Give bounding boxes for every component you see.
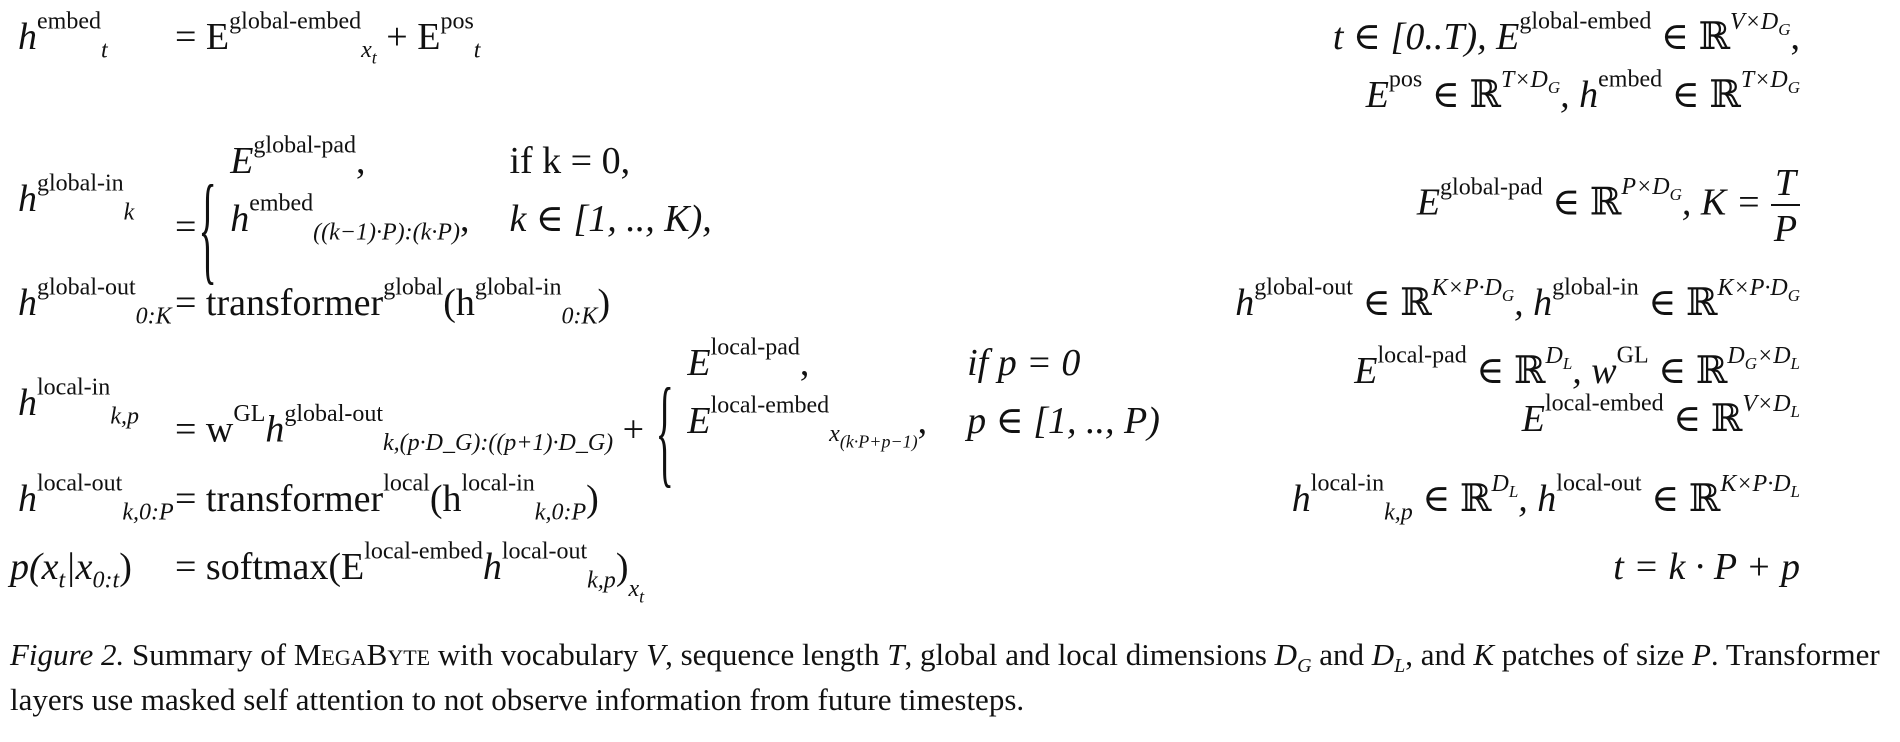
- eq1-condition-line2: $E^{pos}$ ∈ ℝ$^{T\times D_G}$, $h^{embed}$ ∈ ℝ$^{T\times D_G}$: [1365, 66, 1800, 116]
- eq4-rhs: = $w^{GL}h^{global-out}_{k,(p\cdot D\_G):((p+1)\cdot D\_G)}$ + { $E^{local-pad}$, if p = 0 $E^{local-embed}_{x_{(k\cdot P+p-1)}}$, p ∈ [1, .., P): [175, 334, 1160, 501]
- eq2-fraction: $\frac{T}{P}$: [1771, 164, 1800, 248]
- eq1-condition-line1: t ∈ [0..T), $E^{global-embed}$ ∈ ℝ$^{V\times D_G}$,: [1332, 8, 1800, 58]
- eq3-rhs: = $transformer^{global}(h^{global-in}_{0:K})$: [175, 274, 611, 330]
- eq2-rhs: ={ $E^{global-pad}$, if k = 0, $h^{embed}_{((k-1)\cdot P):(k\cdot P)}$, k ∈ [1, .., K),: [175, 132, 712, 298]
- eq4-lhs: $h^{local-in}_{k,p}$: [18, 374, 139, 430]
- eq2-condition: $E^{global-pad}$ ∈ ℝ$^{P\times D_G}$, K = $\frac{T}{P}$: [1417, 164, 1800, 248]
- eq5-rhs: = $transformer^{local}(h^{local-in}_{k,0:P})$: [175, 470, 599, 526]
- eq6-rhs: = $softmax(E^{local-embed}h^{local-out}_{k,p})_{x_t}$: [175, 538, 645, 607]
- eq5-condition: $h^{local-in}_{k,p}$ ∈ ℝ$^{D_L}$, $h^{local-out}$ ∈ ℝ$^{K\times P\cdot D_L}$: [1291, 470, 1800, 526]
- eq3-condition: $h^{global-out}$ ∈ ℝ$^{K\times P\cdot D_G}$, $h^{global-in}$ ∈ ℝ$^{K\times P\cdot D_G}$: [1235, 274, 1800, 324]
- eq2-left-brace: {: [198, 162, 217, 298]
- caption-label: Figure 2.: [10, 637, 125, 672]
- eq1-rhs: = $E^{global-embed}_{x_t} + E^{pos}_t$: [175, 8, 481, 68]
- eq2-lhs: $h^{global-in}_k$: [18, 170, 135, 226]
- eq5-lhs: $h^{local-out}_{k,0:P}$: [18, 470, 174, 526]
- eq1-lhs: $h^{embed}_t$: [18, 8, 108, 64]
- eq4-cases: $E^{local-pad}$, if p = 0 $E^{local-embed}_{x_{(k\cdot P+p-1)}}$, p ∈ [1, .., P): [687, 334, 1160, 452]
- eq2-cases: $E^{global-pad}$, if k = 0, $h^{embed}_{((k-1)\cdot P):(k\cdot P)}$, k ∈ [1, .., K),: [230, 132, 712, 246]
- model-name: MegaByte: [293, 637, 431, 672]
- eq6-lhs: $p(x_t|x_{0:t})$: [10, 546, 132, 594]
- figure-caption: Figure 2. Summary of MegaByte with vocabulary V, sequence length T, global and local dimensions $D_G$ and $D_L$, and K patches of size P. Transformer layers use masked self attention to not observe information from future timesteps.: [10, 637, 1880, 717]
- eq4-condition-line2: $E^{local-embed}$ ∈ ℝ$^{V\times D_L}$: [1521, 390, 1800, 440]
- eq3-lhs: $h^{global-out}_{0:K}$: [18, 274, 172, 330]
- eq4-left-brace: {: [655, 365, 674, 501]
- eq4-condition-line1: $E^{local-pad}$ ∈ ℝ$^{D_L}$, $w^{GL}$ ∈ ℝ$^{D_G\times D_L}$: [1354, 342, 1800, 392]
- eq6-condition: t = k · P + p: [1613, 546, 1800, 588]
